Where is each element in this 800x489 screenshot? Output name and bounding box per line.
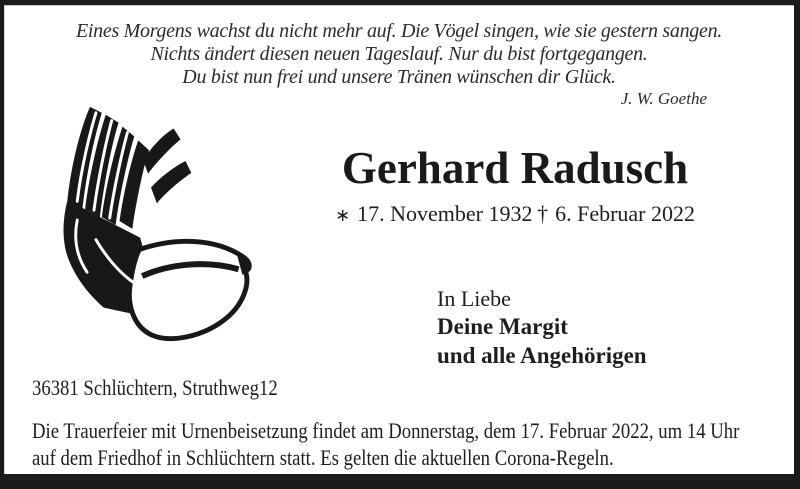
praying-hands-illustration bbox=[48, 102, 256, 343]
address-line: 36381 Schlüchtern, Struthweg12 bbox=[32, 375, 278, 400]
death-date-text: 6. Februar 2022 bbox=[555, 201, 695, 226]
death-date bbox=[537, 200, 695, 229]
salutation: In Liebe bbox=[437, 286, 511, 311]
deceased-name: Gerhard Radusch bbox=[341, 143, 689, 193]
funeral-notice-line: auf dem Friedhof in Schlüchtern statt. Es gelten die aktuellen Corona-Regeln. bbox=[32, 445, 614, 470]
birth-star-icon: ∗ bbox=[335, 205, 351, 226]
mourner-name: und alle Angehörigen bbox=[437, 343, 647, 368]
quote-attribution: J. W. Goethe bbox=[620, 89, 707, 108]
praying-hands-svg bbox=[48, 102, 256, 343]
death-cross-icon: † bbox=[537, 201, 549, 226]
memorial-quote bbox=[4, 20, 794, 89]
life-dates bbox=[335, 200, 695, 229]
condolence-signature bbox=[437, 285, 695, 370]
birth-date bbox=[335, 200, 532, 229]
quote-line: Du bist nun frei und unsere Tränen wünschen dir Glück. bbox=[182, 66, 616, 88]
quote-line: Eines Morgens wachst du nicht mehr auf. Die Vögel singen, wie sie gestern sangen. bbox=[76, 20, 722, 42]
funeral-notice bbox=[32, 417, 800, 471]
birth-date-text: 17. November 1932 bbox=[357, 201, 533, 226]
mourner-name: Deine Margit bbox=[437, 314, 568, 339]
deceased-section bbox=[335, 142, 695, 370]
funeral-notice-line: Die Trauerfeier mit Urnenbeisetzung findet am Donnerstag, dem 17. Februar 2022, um 14 Uhr bbox=[32, 418, 740, 443]
quote-line: Nichts ändert diesen neuen Tageslauf. Nur du bist fortgegangen. bbox=[150, 43, 648, 65]
